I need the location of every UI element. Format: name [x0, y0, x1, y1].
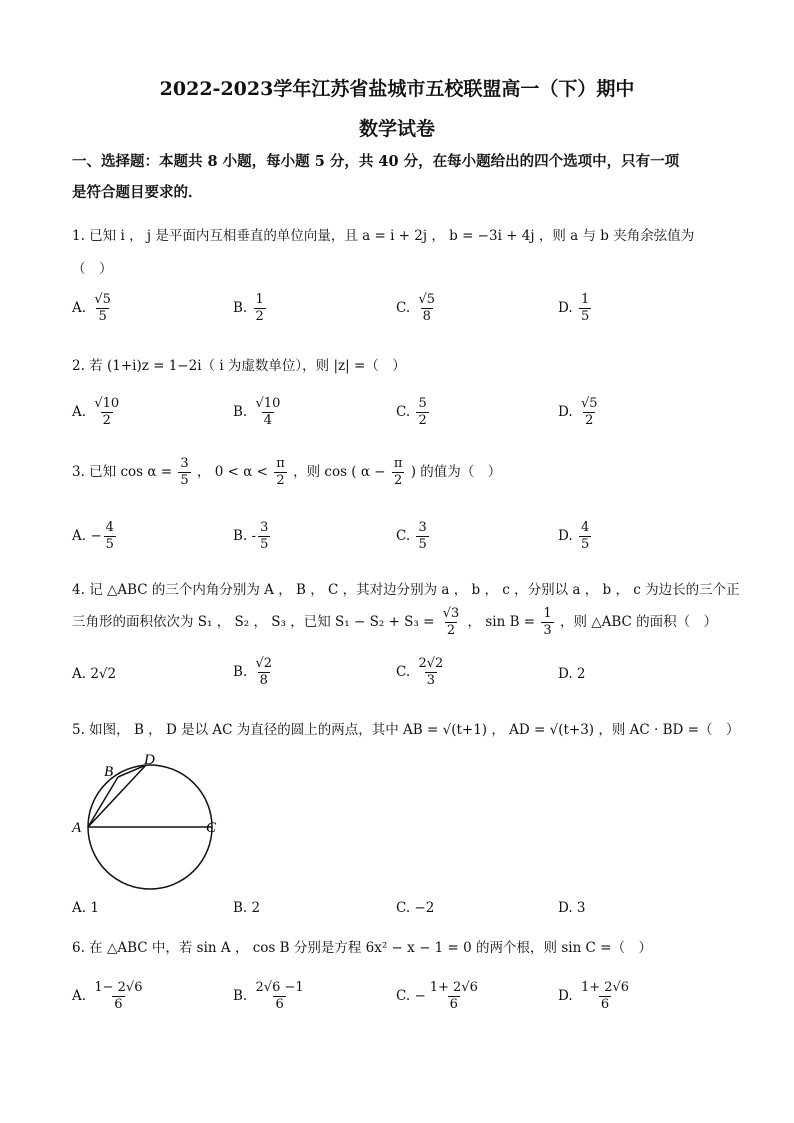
fraction: [579, 980, 631, 1013]
q3-part4: ) 的值为（ ）: [410, 464, 502, 480]
q4-option-d: D. 2: [558, 666, 586, 682]
q3-option-b: [233, 520, 272, 553]
denominator: 5: [98, 309, 107, 324]
numerator: 4: [580, 520, 590, 535]
fraction: [541, 606, 553, 639]
numerator: 3: [260, 520, 269, 535]
fraction: [441, 606, 462, 639]
option-label: A.: [72, 988, 87, 1004]
numerator: 2√6 −1: [255, 980, 304, 995]
numerator: 2√2: [418, 656, 444, 671]
numerator: √5: [580, 396, 598, 411]
q1-option-b: [233, 292, 268, 325]
option-value: 2√2: [90, 666, 117, 682]
option-label: B.: [233, 528, 248, 544]
q5-stem: 5. 如图， B ， D 是以 AC 为直径的圆上的两点，其中 AB = √(t+1) ， AD = √(t+3) ，则 AC · BD =（ ）: [72, 722, 740, 738]
option-label: A.: [72, 528, 87, 544]
option-label: D.: [558, 528, 573, 544]
option-label: B.: [233, 404, 248, 420]
option-label: D.: [558, 988, 573, 1004]
option-label: C.: [396, 988, 411, 1004]
numerator: π: [393, 456, 403, 471]
fraction: [579, 396, 600, 429]
denominator: 2: [418, 413, 427, 428]
fraction: [416, 292, 437, 325]
q3-option-c: [396, 520, 431, 553]
option-label: B.: [233, 664, 248, 680]
numerator: 1− 2√6: [94, 980, 143, 995]
q4-part1: 三角形的面积依次为 S₁ ， S₂ ， S₃ ，已知 S₁ − S₂ + S₃ =: [72, 614, 435, 630]
point-label-a: A: [72, 820, 82, 836]
q4-option-b: [233, 656, 276, 689]
fraction: [274, 456, 287, 489]
minus-sign: -: [251, 528, 257, 544]
denominator: 6: [275, 997, 284, 1012]
q2-option-d: [558, 396, 602, 429]
section-heading-line2: 是符合题目要求的．: [72, 184, 203, 201]
numerator: √10: [255, 396, 281, 411]
q5-option-c: C. −2: [396, 900, 435, 916]
option-label: A.: [72, 300, 87, 316]
q3-option-a: [72, 520, 118, 553]
q4-option-c: [396, 656, 447, 689]
point-label-b: B: [104, 764, 114, 780]
numerator: 1+ 2√6: [429, 980, 478, 995]
minus-sign: −: [414, 988, 426, 1004]
q4-part3: ，则 △ABC 的面积（ ）: [559, 614, 718, 630]
denominator: 3: [543, 623, 552, 638]
q2-stem: 2. 若 (1+i)z = 1−2i（ i 为虚数单位），则 |z| =（ ）: [72, 358, 406, 374]
fraction: [104, 520, 116, 553]
denominator: 2: [276, 473, 285, 488]
q1-option-c: [396, 292, 439, 325]
q3-part2: ， 0 < α <: [196, 464, 268, 480]
fraction: [254, 292, 266, 325]
point-label-c: C: [206, 820, 217, 836]
q4-stem-line1: 4. 记 △ABC 的三个内角分别为 A ， B ， C ，其对边分别为 a ， b ， c ，分别以 a ， b ， c 为边长的三个正: [72, 582, 740, 598]
option-label: C.: [396, 664, 411, 680]
q6-stem: 6. 在 △ABC 中，若 sin A ， cos B 分别是方程 6x² − x − 1 = 0 的两个根，则 sin C =（ ）: [72, 940, 652, 956]
fraction: [258, 520, 270, 553]
fraction: [392, 456, 405, 489]
fraction: [254, 396, 283, 429]
q2-option-c: [396, 396, 431, 429]
fraction: [428, 980, 480, 1013]
numerator: 3: [418, 520, 427, 535]
fraction: [92, 980, 144, 1013]
q3-part3: ，则 cos ( α −: [293, 464, 386, 480]
q4-part2: ， sin B =: [467, 614, 536, 630]
q5-option-b: B. 2: [233, 900, 261, 916]
numerator: 4: [105, 520, 114, 535]
option-label: C.: [396, 300, 411, 316]
numerator: π: [276, 456, 285, 471]
denominator: 5: [180, 473, 189, 488]
fraction: [416, 520, 428, 553]
q5-circle-figure: [66, 752, 236, 892]
denominator: 2: [102, 413, 111, 428]
q4-stem-line2: [72, 606, 717, 639]
fraction: [178, 456, 190, 489]
option-label: C.: [396, 528, 411, 544]
denominator: 5: [260, 537, 269, 552]
fraction: [254, 980, 306, 1013]
denominator: 2: [446, 623, 456, 638]
denominator: 6: [449, 997, 458, 1012]
q6-option-a: [72, 980, 146, 1013]
q6-option-b: [233, 980, 308, 1013]
q1-option-a: [72, 292, 115, 325]
denominator: 5: [580, 309, 590, 324]
q6-option-c: [396, 980, 482, 1013]
numerator: √2: [255, 656, 273, 671]
fraction: [92, 292, 113, 325]
q2-option-a: [72, 396, 123, 429]
numerator: 5: [418, 396, 427, 411]
q3-option-d: [558, 520, 593, 553]
denominator: 2: [394, 473, 403, 488]
fraction: [579, 292, 591, 325]
q1-paren: （ ）: [72, 261, 113, 277]
option-label: D.: [558, 404, 573, 420]
option-label: D.: [558, 300, 573, 316]
option-label: C.: [396, 404, 411, 420]
denominator: 4: [263, 413, 273, 428]
option-label: B.: [233, 988, 248, 1004]
fraction: [579, 520, 591, 553]
denominator: 8: [422, 309, 431, 324]
denominator: 5: [105, 537, 114, 552]
q6-option-d: [558, 980, 633, 1013]
numerator: √5: [418, 292, 435, 307]
exam-title: 2022-2023学年江苏省盐城市五校联盟高一（下）期中: [159, 78, 635, 100]
numerator: 1+ 2√6: [580, 980, 630, 995]
q5-option-a: A. 1: [72, 900, 99, 916]
q2-option-b: [233, 396, 284, 429]
q1-stem: 1. 已知 i ， j 是平面内互相垂直的单位向量，且 a = i + 2j ， b = −3i + 4j ，则 a 与 b 夹角余弦值为: [72, 228, 695, 244]
denominator: 6: [114, 997, 123, 1012]
numerator: √5: [94, 292, 111, 307]
option-label: B.: [233, 300, 248, 316]
q1-option-d: [558, 292, 593, 325]
fraction: [254, 656, 275, 689]
fraction: [416, 656, 445, 689]
minus-sign: −: [90, 528, 102, 544]
q4-option-a: [72, 666, 116, 682]
denominator: 5: [418, 537, 427, 552]
point-label-d: D: [144, 752, 155, 768]
fraction: [92, 396, 121, 429]
numerator: 1: [543, 606, 552, 621]
option-label: A.: [72, 666, 87, 682]
q5-option-d: D. 3: [558, 900, 586, 916]
numerator: √3: [442, 606, 460, 621]
numerator: 1: [255, 292, 264, 307]
denominator: 3: [426, 673, 435, 688]
option-label: A.: [72, 404, 87, 420]
section-heading-line1: 一、选择题：本题共 8 小题，每小题 5 分，共 40 分，在每小题给出的四个选项中，只有一项: [72, 153, 680, 170]
denominator: 6: [600, 997, 610, 1012]
denominator: 2: [585, 413, 594, 428]
q3-stem: [72, 456, 501, 489]
denominator: 5: [580, 537, 590, 552]
fraction: [416, 396, 428, 429]
q3-part1: 3. 已知 cos α =: [72, 464, 173, 480]
numerator: 1: [580, 292, 590, 307]
denominator: 2: [255, 309, 264, 324]
numerator: 3: [180, 456, 189, 471]
numerator: √10: [94, 396, 120, 411]
exam-subtitle: 数学试卷: [358, 118, 435, 140]
denominator: 8: [259, 673, 268, 688]
